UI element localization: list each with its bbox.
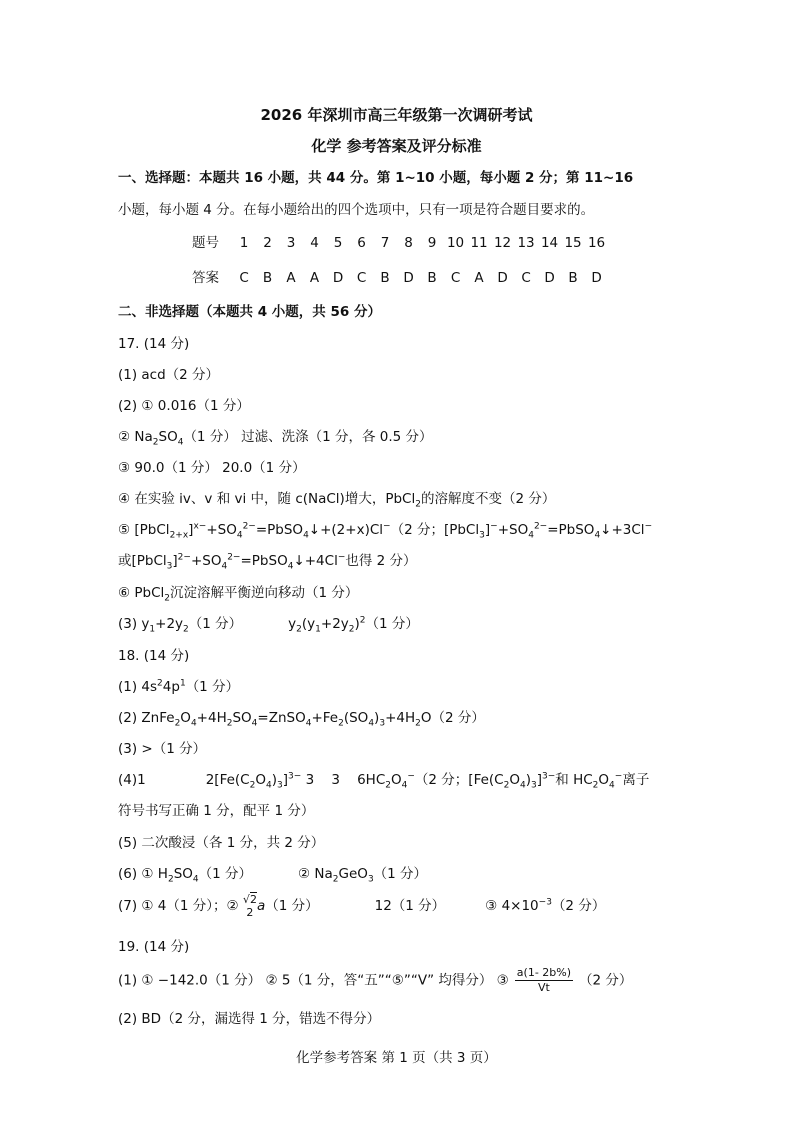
q17-part2-6: ⑥ PbCl$_2$沉淀溶解平衡逆向移动（1 分） [118, 585, 359, 604]
q19-heading: 19. (14 分) [118, 939, 190, 955]
q18-part7: (7) ① 4（1 分）；② √2 2 a（1 分） 12（1 分） ③ $4\times 10^{-3}(2$ 分） [118, 893, 606, 919]
table-row-label: 答案 [192, 270, 219, 286]
q18-part3: (3) >（1 分） [118, 741, 207, 757]
q17-part1: (1) acd（2 分） [118, 367, 220, 383]
rate-fraction: $\frac{a(1- 2b\%)}{Vt}$ [516, 966, 572, 994]
q17-part2-2: ② $Na_2SO_4(1$ 分） 过滤、洗涤（1 分，各 0.5 分） [118, 429, 433, 448]
page-footer: 化学参考答案 第 1 页（共 3 页） [296, 1050, 497, 1066]
table-row-label: 题号 [192, 235, 219, 251]
sqrt2-over-2-fraction: √2 2 [242, 893, 257, 919]
q18-part2: (2) $ZnFe_2O_4+4H_2SO_4=ZnSO_4+Fe_2(SO_4)_3+4H_2O(2$ 分） [118, 710, 485, 729]
q18-part4-line1: (4)1 $2[Fe(C_2O_4)_3]^{3-}$ 3 3 $6HC_2O_4^-(2$ 分；$[Fe(C_2O_4)_3]^{3-}$和 $HC_2O_4^-$离子 [118, 771, 650, 791]
q17-part2-4: ④ 在实验 iv、v 和 vi 中，随 c(NaCl)增大，PbCl$_2$的溶解度不变（2 分） [118, 491, 556, 510]
answer-table-answers-row: 答案 C B A A D C B D B C A D C D B D [192, 266, 608, 286]
q19-part1: (1) ① −142.0（1 分） ② 5（1 分，答“五”“⑤”“V” 均得分） ③ $\frac{a(1- 2b\%)}{Vt}$ （2 分） [118, 966, 633, 994]
q18-part4-line2: 符号书写正确 1 分，配平 1 分） [118, 803, 315, 819]
q17-heading: 17. (14 分) [118, 336, 190, 352]
answer-table-numbers-row: 题号 1 2 3 4 5 6 7 8 9 10 11 12 13 14 15 16 [192, 231, 608, 251]
q18-part6: (6) ① $H_2SO_4(1$ 分） ② $Na_2GeO_3(1$ 分） [118, 866, 428, 885]
q19-part2: (2) BD（2 分，漏选得 1 分，错选不得分） [118, 1011, 381, 1027]
q17-part2-3: ③ 90.0（1 分） 20.0（1 分） [118, 460, 306, 476]
section-one-intro-line2: 小题，每小题 4 分。在每小题给出的四个选项中，只有一项是符合题目要求的。 [118, 202, 595, 218]
q18-part5: (5) 二次酸浸（各 1 分，共 2 分） [118, 835, 325, 851]
q17-part3: (3) $y_1+2y_2(1$ 分） $y_2(y_1+2y_2)^2(1$ 分） [118, 615, 419, 635]
q17-part2-5-line1: ⑤ $[PbCl_{2+x}]^{x-}+SO_4^{2-}=PbSO_4↓+(2+x)Cl^-(2$ 分；$[PbCl_3]^-+SO_4^{2-}=PbSO_4↓+3Cl^-$ [118, 521, 653, 541]
q17-part2-5-line2: 或$[PbCl_3]^{2-}+SO_4^{2-}=PbSO_4↓+4Cl^-$也得 2 分） [118, 552, 417, 572]
q18-part1: (1) $4s^24p^1(1$ 分） [118, 678, 240, 695]
exam-title: 2026 年深圳市高三年级第一次调研考试 [260, 106, 533, 124]
section-two-heading: 二、非选择题（本题共 4 小题，共 56 分） [118, 304, 381, 320]
section-one-intro-line1: 一、选择题：本题共 16 小题，共 44 分。第 1~10 小题，每小题 2 分；第 11~16 [118, 170, 634, 186]
q18-heading: 18. (14 分) [118, 648, 190, 664]
exam-subtitle: 化学 参考答案及评分标准 [311, 137, 482, 155]
q17-part2-1: (2) ① 0.016（1 分） [118, 398, 250, 414]
